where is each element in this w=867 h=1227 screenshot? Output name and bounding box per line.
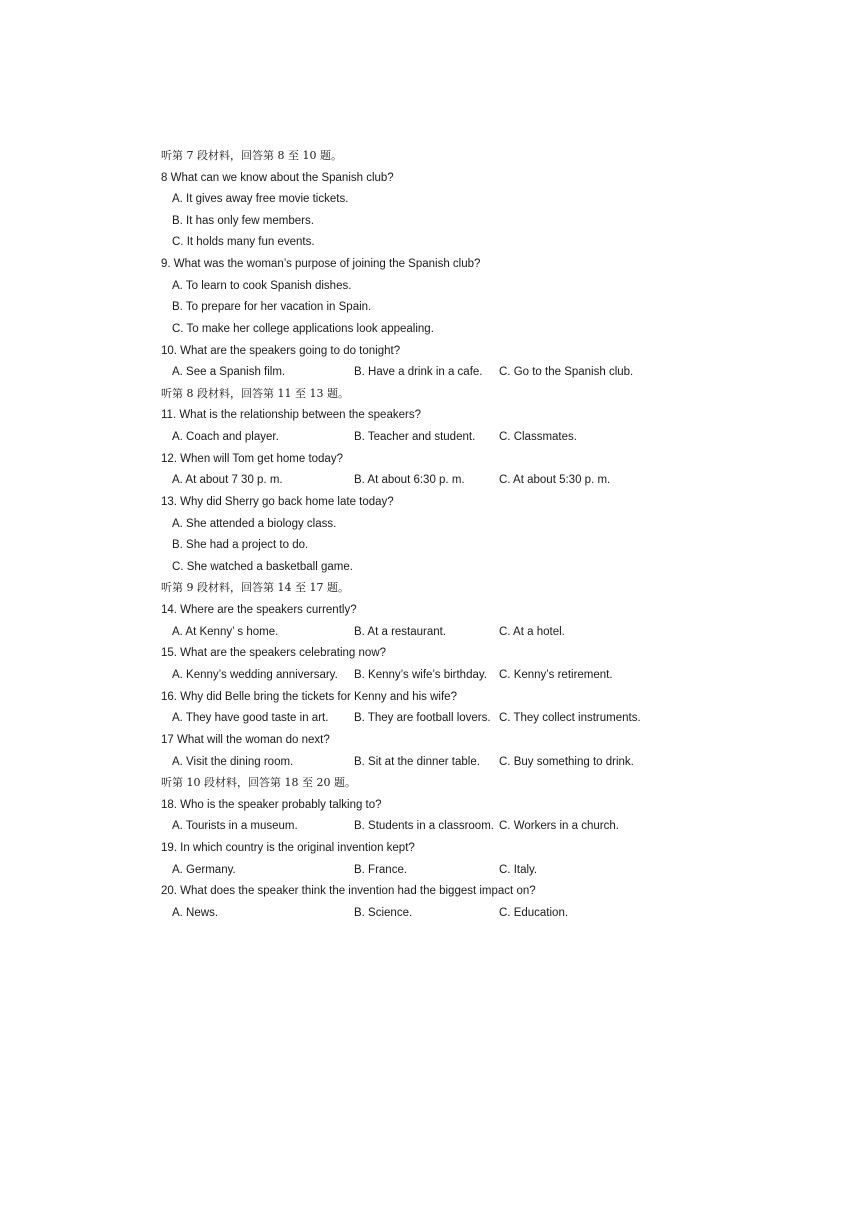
- option-c: C. Classmates.: [499, 431, 577, 443]
- option-c: C. It holds many fun events.: [172, 236, 315, 248]
- option-a: A. At Kenny’ s home.: [172, 626, 279, 638]
- option-b: B. At a restaurant.: [354, 626, 447, 638]
- option-c: C. She watched a basketball game.: [172, 561, 353, 573]
- question-stem: 15. What are the speakers celebrating now?: [161, 647, 387, 659]
- question-stem: 14. Where are the speakers currently?: [161, 604, 357, 616]
- option-a: A. To learn to cook Spanish dishes.: [172, 280, 352, 292]
- option-a: A. Visit the dining room.: [172, 756, 294, 768]
- question-stem: 9. What was the woman’s purpose of joining the Spanish club?: [161, 258, 481, 270]
- option-c: C. Buy something to drink.: [499, 756, 634, 768]
- section-header: 听第 9 段材料，回答第 14 至 17 题。: [161, 581, 349, 594]
- question-stem: 19. In which country is the original invention kept?: [161, 842, 415, 854]
- option-b: B. Teacher and student.: [354, 431, 476, 443]
- section-header: 听第 10 段材料，回答第 18 至 20 题。: [161, 776, 356, 789]
- option-b: B. To prepare for her vacation in Spain.: [172, 301, 372, 313]
- option-a: A. Tourists in a museum.: [172, 820, 298, 832]
- option-a: A. It gives away free movie tickets.: [172, 193, 349, 205]
- section-header: 听第 8 段材料，回答第 11 至 13 题。: [161, 387, 349, 400]
- option-a: A. Coach and player.: [172, 431, 279, 443]
- question-stem: 10. What are the speakers going to do tonight?: [161, 345, 401, 357]
- option-c: C. Italy.: [499, 864, 538, 876]
- option-a: A. See a Spanish film.: [172, 366, 286, 378]
- question-stem: 20. What does the speaker think the invention had the biggest impact on?: [161, 885, 536, 897]
- option-b: B. Science.: [354, 907, 413, 919]
- option-c: C. Workers in a church.: [499, 820, 619, 832]
- option-a: A. They have good taste in art.: [172, 712, 329, 724]
- option-c: C. At a hotel.: [499, 626, 565, 638]
- option-c: C. To make her college applications look appealing.: [172, 323, 434, 335]
- option-c: C. Education.: [499, 907, 569, 919]
- question-stem: 13. Why did Sherry go back home late today?: [161, 496, 394, 508]
- option-b: B. Have a drink in a cafe.: [354, 366, 483, 378]
- question-stem: 12. When will Tom get home today?: [161, 453, 343, 465]
- section-header: 听第 7 段材料，回答第 8 至 10 题。: [161, 149, 342, 162]
- option-a: A. News.: [172, 907, 219, 919]
- question-stem: 17 What will the woman do next?: [161, 734, 330, 746]
- option-a: A. Kenny’s wedding anniversary.: [172, 669, 338, 681]
- option-c: C. Go to the Spanish club.: [499, 366, 634, 378]
- option-b: B. At about 6:30 p. m.: [354, 474, 465, 486]
- option-b: B. She had a project to do.: [172, 539, 309, 551]
- option-a: A. Germany.: [172, 864, 236, 876]
- option-a: A. She attended a biology class.: [172, 518, 337, 530]
- question-stem: 16. Why did Belle bring the tickets for Kenny and his wife?: [161, 691, 457, 703]
- option-c: C. Kenny’s retirement.: [499, 669, 613, 681]
- question-stem: 8 What can we know about the Spanish club?: [161, 172, 394, 184]
- option-b: B. Sit at the dinner table.: [354, 756, 480, 768]
- option-b: B. Students in a classroom.: [354, 820, 494, 832]
- question-stem: 11. What is the relationship between the speakers?: [161, 409, 421, 421]
- option-b: B. It has only few members.: [172, 215, 314, 227]
- option-b: B. They are football lovers.: [354, 712, 491, 724]
- option-b: B. Kenny’s wife’s birthday.: [354, 669, 487, 681]
- option-c: C. At about 5:30 p. m.: [499, 474, 611, 486]
- option-c: C. They collect instruments.: [499, 712, 641, 724]
- question-stem: 18. Who is the speaker probably talking to?: [161, 799, 382, 811]
- option-b: B. France.: [354, 864, 408, 876]
- option-a: A. At about 7 30 p. m.: [172, 474, 283, 486]
